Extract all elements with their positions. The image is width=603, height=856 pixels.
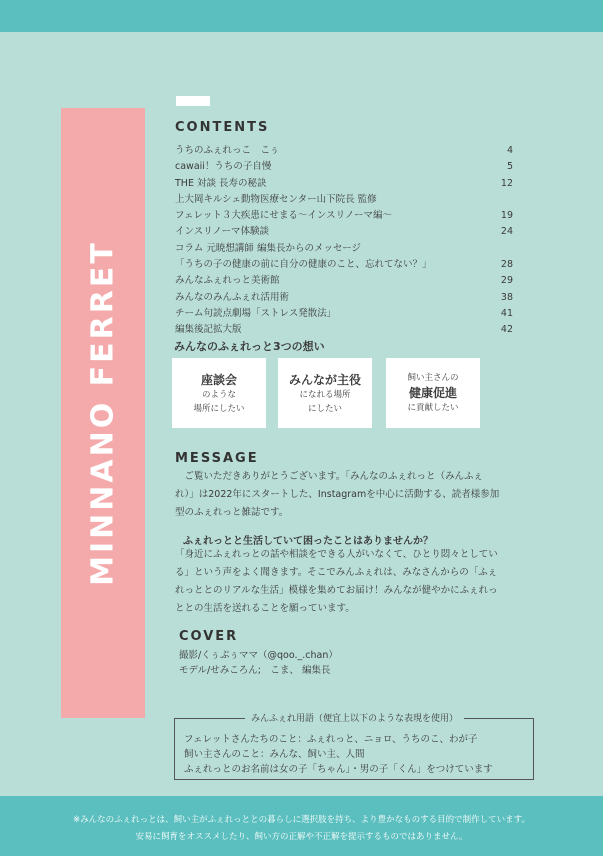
contents-item-page [491, 192, 513, 208]
contents-item [175, 241, 513, 257]
glossary-line: 飼い主さんのこと：みんな、飼い主、人間 [184, 749, 365, 760]
glossary-line: ふぇれっとのお名前は女の子「ちゃん」・男の子「くん」をつけています [184, 764, 493, 775]
contents-list [175, 143, 513, 339]
contents-item-page: 5 [506, 161, 513, 173]
message-line: れっととのリアルな生活」模様を集めてお届け！みんなが健やかにふぇれっ [175, 585, 498, 596]
contents-item-page [491, 241, 513, 257]
thought-card-2 [278, 358, 372, 428]
contents-item [175, 290, 513, 306]
contents-item-page: 12 [500, 177, 513, 189]
contents-item-page: 29 [500, 275, 513, 287]
contents-item [175, 257, 513, 273]
contents-item [175, 176, 513, 192]
contents-item-page: 19 [500, 210, 513, 222]
thought-card-text: に貢献したい [407, 403, 459, 413]
message-intro [175, 468, 515, 522]
contents-heading: CONTENTS [175, 120, 270, 135]
thought-card-text: にしたい [307, 404, 342, 414]
contents-item-title: コラム 元暁想講師 編集長からのメッセージ [175, 242, 361, 254]
message-question: ふぇれっとと生活していて困ったことはありませんか？ [183, 536, 433, 547]
contents-item [175, 143, 513, 159]
glossary-title [174, 711, 535, 724]
thought-card-title: 座談会 [200, 373, 237, 387]
thought-card-text: 場所にしたい [193, 404, 245, 414]
thought-card-text: のような [201, 390, 236, 400]
thought-card-3 [386, 358, 480, 428]
contents-item-page: 42 [500, 324, 513, 336]
thoughts-heading: みんなのふぇれっと3つの想い [174, 340, 325, 353]
contents-item-title: 上大岡キルシェ動物医療センター山下院長 監修 [175, 193, 377, 205]
top-band [0, 0, 603, 32]
contents-item-title: うちのふぇれっこ こぅ [175, 145, 280, 156]
contents-item-page: 24 [500, 226, 513, 238]
cover-photo-credit: 撮影/くぅぷぅママ（@qoo._.chan） [179, 650, 338, 661]
contents-item-title: みんなふぇれっと美術館 [175, 275, 280, 287]
contents-item [175, 224, 513, 240]
message-line: 型のふぇれっと雑誌です。 [175, 507, 289, 518]
contents-item-title: チーム句読点劇場「ストレス発散法」 [175, 307, 337, 319]
thought-card-text: になれる場所 [299, 390, 351, 400]
thought-card-title: 健康促進 [408, 386, 457, 400]
message-line: る」という声をよく聞きます。そこでみんふぇれは、みなさんからの「ふぇ [175, 567, 498, 578]
contents-item [175, 159, 513, 175]
contents-item-page: 28 [500, 259, 513, 271]
contents-item-title: THE 対談 長寿の秘訣 [175, 177, 267, 189]
glossary-line: フェレットさんたちのこと：ふぇれっと、ニョロ、うちのこ、わが子 [184, 734, 478, 745]
accent-tick [176, 96, 210, 106]
message-heading: MESSAGE [175, 451, 259, 466]
contents-item-title: みんなのみんふぇれ活用術 [175, 291, 290, 303]
bottom-band [0, 796, 603, 856]
contents-item-title: フェレット３大疾患にせまる〜インスリノーマ編〜 [175, 210, 392, 222]
footer-note: 安易に飼育をオススメしたり、飼い方の正解や不正解を提示するものではありません。 [135, 832, 468, 842]
footer-note: ※みんなのふぇれっとは、飼い主がふぇれっととの暮らしに選択肢を持ち、より豊かなものする目的で制作しています。 [73, 815, 530, 825]
cover-model-credit: モデル/せみころん; こま、 編集長 [179, 665, 331, 676]
contents-item-title: 「うちの子の健康の前に自分の健康のこと、忘れてない？」 [175, 259, 432, 271]
contents-item-title: 編集後記拡大版 [175, 324, 242, 336]
contents-item [175, 192, 513, 208]
contents-item-page: 38 [500, 291, 513, 303]
contents-item-page: 41 [500, 307, 513, 319]
message-line: ととの生活を送れることを願っています。 [175, 603, 355, 614]
magazine-title: MINNANO FERRET [85, 240, 121, 586]
message-line: 「身近にふぇれっとの話や相談をできる人がいなくて、ひとり悶々としてい [175, 549, 498, 560]
contents-item [175, 306, 513, 322]
contents-item-page: 4 [506, 145, 513, 156]
contents-item [175, 273, 513, 289]
contents-item-title: cawaii！うちの子自慢 [175, 161, 272, 173]
thought-card-1 [172, 358, 266, 428]
contents-item-title: インスリノーマ体験談 [175, 226, 270, 238]
glossary-title-text: みんふぇれ用語（便宜上以下のような表現を使用） [245, 714, 464, 724]
message-line: ご覧いただきありがとうございます。「みんなのふぇれっと（みんふぇ [175, 471, 483, 482]
message-body [175, 546, 515, 618]
message-line: れ）」は2022年にスタートした、Instagramを中心に活動する、読者様参加 [175, 489, 500, 500]
thought-card-title: みんなが主役 [288, 373, 361, 387]
contents-item [175, 208, 513, 224]
contents-item [175, 322, 513, 338]
cover-heading: COVER [179, 629, 239, 644]
thought-card-text: 飼い主さんの [407, 373, 459, 383]
